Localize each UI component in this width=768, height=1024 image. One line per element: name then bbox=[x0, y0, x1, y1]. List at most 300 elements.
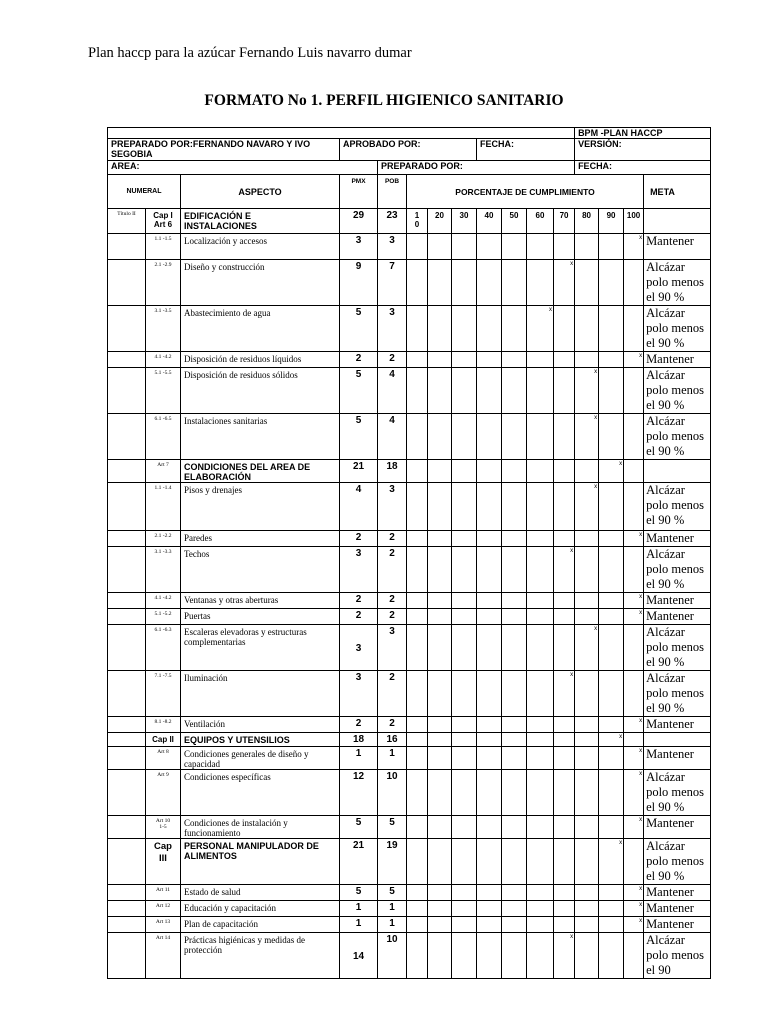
percent-cell bbox=[527, 306, 554, 352]
percent-cell bbox=[452, 460, 477, 483]
percent-cell bbox=[477, 483, 502, 531]
percent-cell bbox=[502, 901, 527, 917]
meta-cell: Mantener bbox=[644, 885, 711, 901]
percent-cell bbox=[407, 352, 428, 368]
percent-cell bbox=[554, 593, 575, 609]
pob-cell: 2 bbox=[378, 671, 407, 717]
pmx-cell: 2 bbox=[340, 717, 378, 733]
pob-cell: 3 bbox=[378, 625, 407, 671]
percent-cell bbox=[599, 609, 624, 625]
check-mark: x bbox=[570, 672, 574, 678]
numeral-a bbox=[108, 547, 146, 593]
percent-cell bbox=[428, 625, 452, 671]
percent-cell bbox=[407, 234, 428, 260]
percent-cell bbox=[477, 368, 502, 414]
numeral-b: 7.1 -7.5 bbox=[146, 671, 181, 717]
pmx-cell: 1 bbox=[340, 917, 378, 933]
percent-cell bbox=[575, 885, 599, 901]
percent-cell bbox=[527, 260, 554, 306]
pmx-cell: 5 bbox=[340, 414, 378, 460]
check-mark: x bbox=[639, 902, 643, 908]
percent-cell bbox=[624, 460, 644, 483]
table-row bbox=[108, 531, 711, 547]
meta-cell: Mantener bbox=[644, 531, 711, 547]
pob-cell: 1 bbox=[378, 901, 407, 917]
pob-cell: 7 bbox=[378, 260, 407, 306]
aspecto-cell: Disposición de residuos sólidos bbox=[181, 368, 340, 414]
numeral-header: NUMERAL bbox=[108, 175, 181, 209]
percent-cell bbox=[624, 531, 644, 547]
numeral-a bbox=[108, 717, 146, 733]
percent-cell bbox=[407, 609, 428, 625]
percent-cell bbox=[477, 770, 502, 816]
check-mark: x bbox=[639, 610, 643, 616]
table-row bbox=[108, 816, 711, 839]
percent-cell bbox=[407, 717, 428, 733]
percent-cell bbox=[477, 460, 502, 483]
percent-cell bbox=[624, 368, 644, 414]
numeral-b: 4.1 -4.2 bbox=[146, 593, 181, 609]
percent-cell bbox=[407, 306, 428, 352]
percent-cell bbox=[527, 625, 554, 671]
percent-cell bbox=[624, 770, 644, 816]
aspecto-cell: Plan de capacitación bbox=[181, 917, 340, 933]
percent-cell bbox=[428, 901, 452, 917]
meta-cell: Mantener bbox=[644, 816, 711, 839]
percent-cell bbox=[599, 747, 624, 770]
page-title: FORMATO No 1. PERFIL HIGIENICO SANITARIO bbox=[204, 92, 564, 109]
percent-cell bbox=[624, 593, 644, 609]
percent-label: 40 bbox=[477, 209, 502, 234]
percent-cell bbox=[477, 717, 502, 733]
percent-cell bbox=[624, 839, 644, 885]
percent-cell bbox=[452, 547, 477, 593]
percent-cell bbox=[624, 917, 644, 933]
check-mark: x bbox=[594, 415, 598, 421]
aspecto-cell: Puertas bbox=[181, 609, 340, 625]
percent-cell bbox=[477, 531, 502, 547]
numeral-a bbox=[108, 933, 146, 979]
percent-cell bbox=[527, 368, 554, 414]
percent-cell bbox=[599, 901, 624, 917]
check-mark: x bbox=[639, 886, 643, 892]
pmx-cell: 5 bbox=[340, 306, 378, 352]
percent-cell bbox=[527, 747, 554, 770]
percent-cell bbox=[428, 717, 452, 733]
percent-cell bbox=[502, 770, 527, 816]
percent-cell bbox=[477, 234, 502, 260]
percent-cell bbox=[502, 306, 527, 352]
percent-cell bbox=[575, 414, 599, 460]
numeral-a bbox=[108, 625, 146, 671]
check-mark: x bbox=[619, 840, 623, 846]
prepared-by-field: PREPARADO POR:FERNANDO NAVARO Y IVO SEGOBIA bbox=[108, 139, 340, 161]
numeral-a bbox=[108, 917, 146, 933]
pmx-cell: 12 bbox=[340, 770, 378, 816]
percent-cell bbox=[407, 260, 428, 306]
meta-header: META bbox=[644, 175, 711, 209]
percent-cell bbox=[477, 933, 502, 979]
percent-cell bbox=[575, 747, 599, 770]
percent-cell bbox=[527, 531, 554, 547]
aspecto-cell: PERSONAL MANIPULADOR DE ALIMENTOS bbox=[181, 839, 340, 885]
percent-cell bbox=[599, 547, 624, 593]
percent-cell bbox=[428, 933, 452, 979]
percent-label: 80 bbox=[575, 209, 599, 234]
percent-cell bbox=[599, 593, 624, 609]
aspecto-cell: Escaleras elevadoras y estructuras complementarias bbox=[181, 625, 340, 671]
percent-cell bbox=[599, 933, 624, 979]
percent-cell bbox=[554, 625, 575, 671]
percent-cell bbox=[428, 306, 452, 352]
pmx-cell: 4 bbox=[340, 483, 378, 531]
table-row bbox=[108, 483, 711, 531]
percent-cell bbox=[407, 671, 428, 717]
check-mark: x bbox=[639, 817, 643, 823]
pob-cell: 4 bbox=[378, 368, 407, 414]
percent-cell bbox=[428, 352, 452, 368]
numeral-a bbox=[108, 733, 146, 747]
aspecto-cell: EQUIPOS Y UTENSILIOS bbox=[181, 733, 340, 747]
meta-cell bbox=[644, 209, 711, 234]
percent-cell bbox=[575, 625, 599, 671]
pmx-cell: 3 bbox=[340, 671, 378, 717]
percent-cell bbox=[477, 917, 502, 933]
meta-cell: Alcázar polo menos el 90 % bbox=[644, 368, 711, 414]
meta-cell: Mantener bbox=[644, 234, 711, 260]
numeral-a bbox=[108, 414, 146, 460]
numeral-a bbox=[108, 671, 146, 717]
numeral-b: Cap II bbox=[146, 733, 181, 747]
aspecto-cell: Ventilación bbox=[181, 717, 340, 733]
percent-cell bbox=[452, 234, 477, 260]
percent-cell bbox=[575, 933, 599, 979]
meta-cell: Mantener bbox=[644, 609, 711, 625]
check-mark: x bbox=[639, 532, 643, 538]
aspecto-cell: Iluminación bbox=[181, 671, 340, 717]
percent-cell bbox=[477, 352, 502, 368]
percent-cell bbox=[407, 901, 428, 917]
percent-cell bbox=[502, 671, 527, 717]
meta-cell: Alcázar polo menos el 90 % bbox=[644, 671, 711, 717]
table-row bbox=[108, 260, 711, 306]
percent-cell bbox=[407, 625, 428, 671]
percent-cell bbox=[502, 717, 527, 733]
percent-cell bbox=[527, 770, 554, 816]
percent-cell bbox=[599, 414, 624, 460]
percent-cell bbox=[575, 306, 599, 352]
percent-cell bbox=[502, 460, 527, 483]
pmx-cell: 3 bbox=[340, 625, 378, 671]
table-row bbox=[108, 671, 711, 717]
numeral-a bbox=[108, 483, 146, 531]
percent-label: 70 bbox=[554, 209, 575, 234]
percent-cell bbox=[452, 671, 477, 717]
aspecto-cell: Ventanas y otras aberturas bbox=[181, 593, 340, 609]
percent-cell bbox=[502, 733, 527, 747]
percent-cell bbox=[575, 609, 599, 625]
percent-label: 1 0 bbox=[407, 209, 428, 234]
check-mark: x bbox=[639, 771, 643, 777]
meta-cell bbox=[644, 733, 711, 747]
check-mark: x bbox=[594, 369, 598, 375]
percent-cell bbox=[428, 917, 452, 933]
date-field-2: FECHA: bbox=[575, 161, 711, 175]
percent-label: 30 bbox=[452, 209, 477, 234]
meta-cell: Mantener bbox=[644, 593, 711, 609]
percent-cell bbox=[477, 839, 502, 885]
percent-cell bbox=[477, 625, 502, 671]
percent-cell bbox=[407, 531, 428, 547]
meta-cell: Mantener bbox=[644, 917, 711, 933]
percent-cell bbox=[428, 531, 452, 547]
aspecto-cell: Diseño y construcción bbox=[181, 260, 340, 306]
pob-cell: 1 bbox=[378, 747, 407, 770]
meta-cell: Mantener bbox=[644, 747, 711, 770]
aspecto-cell: Condiciones generales de diseño y capacidad bbox=[181, 747, 340, 770]
percent-cell bbox=[502, 531, 527, 547]
pob-cell: 2 bbox=[378, 717, 407, 733]
percent-cell bbox=[502, 747, 527, 770]
percent-cell bbox=[428, 885, 452, 901]
percent-label: 50 bbox=[502, 209, 527, 234]
pmx-cell: 3 bbox=[340, 547, 378, 593]
percent-cell bbox=[407, 933, 428, 979]
pmx-cell: 2 bbox=[340, 352, 378, 368]
percent-cell bbox=[527, 733, 554, 747]
percent-cell bbox=[527, 917, 554, 933]
numeral-a bbox=[108, 352, 146, 368]
percent-cell bbox=[502, 352, 527, 368]
percent-cell bbox=[502, 885, 527, 901]
percent-cell bbox=[599, 483, 624, 531]
check-mark: x bbox=[619, 734, 623, 740]
meta-cell: Alcázar polo menos el 90 % bbox=[644, 306, 711, 352]
percent-cell bbox=[554, 816, 575, 839]
aspecto-cell: Disposición de residuos líquidos bbox=[181, 352, 340, 368]
percent-cell bbox=[452, 352, 477, 368]
aspecto-cell: Condiciones específicas bbox=[181, 770, 340, 816]
numeral-a bbox=[108, 839, 146, 885]
percent-cell bbox=[452, 816, 477, 839]
numeral-b: 5.1 -5.2 bbox=[146, 609, 181, 625]
percent-cell bbox=[624, 352, 644, 368]
pob-cell: 2 bbox=[378, 593, 407, 609]
numeral-a bbox=[108, 593, 146, 609]
aspecto-cell: EDIFICACIÓN E INSTALACIONES bbox=[181, 209, 340, 234]
pmx-cell: 3 bbox=[340, 234, 378, 260]
pmx-cell: 5 bbox=[340, 368, 378, 414]
percent-cell bbox=[624, 885, 644, 901]
table-row bbox=[108, 901, 711, 917]
percent-cell bbox=[452, 625, 477, 671]
percent-cell bbox=[502, 917, 527, 933]
percent-cell bbox=[428, 593, 452, 609]
numeral-a bbox=[108, 609, 146, 625]
percent-cell bbox=[624, 547, 644, 593]
percent-cell bbox=[575, 816, 599, 839]
percent-cell bbox=[624, 234, 644, 260]
percent-cell bbox=[599, 234, 624, 260]
percent-cell bbox=[527, 816, 554, 839]
percent-cell bbox=[599, 733, 624, 747]
percent-cell bbox=[599, 260, 624, 306]
numeral-b: 4.1 -4.2 bbox=[146, 352, 181, 368]
percent-cell bbox=[554, 260, 575, 306]
percent-cell bbox=[452, 933, 477, 979]
pob-cell: 1 bbox=[378, 917, 407, 933]
percent-cell bbox=[554, 234, 575, 260]
percent-cell bbox=[624, 933, 644, 979]
percent-cell bbox=[554, 933, 575, 979]
percent-cell bbox=[554, 306, 575, 352]
aspecto-cell: Paredes bbox=[181, 531, 340, 547]
percent-cell bbox=[452, 593, 477, 609]
pob-cell: 2 bbox=[378, 531, 407, 547]
aspecto-header: ASPECTO bbox=[181, 175, 340, 209]
table-row bbox=[108, 625, 711, 671]
percent-cell bbox=[477, 816, 502, 839]
numeral-b: Art 14 bbox=[146, 933, 181, 979]
check-mark: x bbox=[549, 307, 552, 313]
numeral-a bbox=[108, 460, 146, 483]
meta-cell: Alcázar polo menos el 90 % bbox=[644, 625, 711, 671]
aspecto-cell: Techos bbox=[181, 547, 340, 593]
numeral-a bbox=[108, 747, 146, 770]
percent-cell bbox=[477, 901, 502, 917]
table-row bbox=[108, 770, 711, 816]
check-mark: x bbox=[570, 934, 574, 940]
percent-cell bbox=[575, 234, 599, 260]
pmx-cell: 9 bbox=[340, 260, 378, 306]
percent-cell bbox=[554, 917, 575, 933]
numeral-b: Art 9 bbox=[146, 770, 181, 816]
percent-cell bbox=[527, 717, 554, 733]
pmx-cell: 2 bbox=[340, 531, 378, 547]
pob-cell: 2 bbox=[378, 609, 407, 625]
pmx-cell: 29 bbox=[340, 209, 378, 234]
percent-cell bbox=[428, 747, 452, 770]
percent-cell bbox=[575, 593, 599, 609]
pmx-cell: 2 bbox=[340, 593, 378, 609]
percent-cell bbox=[527, 609, 554, 625]
pob-cell: 10 bbox=[378, 770, 407, 816]
percent-cell bbox=[554, 901, 575, 917]
percent-cell bbox=[575, 839, 599, 885]
aspecto-cell: Localización y accesos bbox=[181, 234, 340, 260]
numeral-b: Art 12 bbox=[146, 901, 181, 917]
pmx-cell: 21 bbox=[340, 839, 378, 885]
percent-cell bbox=[527, 593, 554, 609]
area-field: AREA: bbox=[108, 161, 378, 175]
percent-cell bbox=[428, 260, 452, 306]
percent-cell bbox=[452, 483, 477, 531]
pob-cell: 3 bbox=[378, 306, 407, 352]
meta-cell: Alcázar polo menos el 90 % bbox=[644, 770, 711, 816]
table-row bbox=[108, 917, 711, 933]
aspecto-cell: CONDICIONES DEL AREA DE ELABORACIÓN bbox=[181, 460, 340, 483]
percent-cell bbox=[554, 885, 575, 901]
numeral-b: 5.1 -5.5 bbox=[146, 368, 181, 414]
pob-cell: 19 bbox=[378, 839, 407, 885]
percent-cell bbox=[575, 460, 599, 483]
pmx-cell: 5 bbox=[340, 816, 378, 839]
numeral-b: Art 11 bbox=[146, 885, 181, 901]
percent-cell bbox=[527, 933, 554, 979]
percent-cell bbox=[624, 671, 644, 717]
check-mark: x bbox=[639, 235, 643, 241]
percent-cell bbox=[575, 531, 599, 547]
percent-cell bbox=[575, 368, 599, 414]
percent-cell bbox=[599, 352, 624, 368]
percent-cell bbox=[624, 306, 644, 352]
percent-cell bbox=[624, 733, 644, 747]
percent-cell bbox=[527, 414, 554, 460]
percent-cell bbox=[452, 717, 477, 733]
percent-cell bbox=[502, 260, 527, 306]
percent-cell bbox=[428, 234, 452, 260]
percent-cell bbox=[554, 460, 575, 483]
aspecto-cell: Condiciones de instalación y funcionamiento bbox=[181, 816, 340, 839]
percent-cell bbox=[502, 816, 527, 839]
table-row bbox=[108, 747, 711, 770]
table-row bbox=[108, 609, 711, 625]
table-row bbox=[108, 885, 711, 901]
numeral-a bbox=[108, 901, 146, 917]
meta-cell: Alcázar polo menos el 90 % bbox=[644, 414, 711, 460]
pob-header: POB bbox=[378, 175, 407, 209]
percent-cell bbox=[575, 547, 599, 593]
meta-cell: Alcázar polo menos el 90 % bbox=[644, 839, 711, 885]
numeral-b: Cap I Art 6 bbox=[146, 209, 181, 234]
numeral-a bbox=[108, 368, 146, 414]
document-header: Plan haccp para la azúcar Fernando Luis navarro dumar bbox=[88, 45, 412, 61]
numeral-b: 2.1 -2.2 bbox=[146, 531, 181, 547]
percent-cell bbox=[407, 368, 428, 414]
numeral-b: 6.1 -6.5 bbox=[146, 414, 181, 460]
percent-cell bbox=[428, 770, 452, 816]
percent-cell bbox=[407, 747, 428, 770]
percent-cell bbox=[428, 839, 452, 885]
check-mark: x bbox=[594, 626, 598, 632]
numeral-a bbox=[108, 234, 146, 260]
pob-cell: 16 bbox=[378, 733, 407, 747]
percent-cell bbox=[407, 733, 428, 747]
percent-cell bbox=[575, 260, 599, 306]
percent-cell bbox=[527, 460, 554, 483]
percent-cell bbox=[527, 901, 554, 917]
numeral-a bbox=[108, 885, 146, 901]
percent-cell bbox=[575, 352, 599, 368]
percent-cell bbox=[428, 609, 452, 625]
pob-cell: 4 bbox=[378, 414, 407, 460]
pob-cell: 5 bbox=[378, 816, 407, 839]
hygiene-profile-table bbox=[107, 127, 711, 979]
percent-cell bbox=[452, 306, 477, 352]
percent-cell bbox=[599, 306, 624, 352]
percent-cell bbox=[599, 917, 624, 933]
aspecto-cell: Educación y capacitación bbox=[181, 901, 340, 917]
percent-cell bbox=[554, 839, 575, 885]
percent-label: 90 bbox=[599, 209, 624, 234]
numeral-b: 6.1 -6.3 bbox=[146, 625, 181, 671]
percent-cell bbox=[624, 609, 644, 625]
numeral-b: 3.1 -3.5 bbox=[146, 306, 181, 352]
table-row bbox=[108, 717, 711, 733]
aspecto-cell: Instalaciones sanitarias bbox=[181, 414, 340, 460]
percent-cell bbox=[575, 483, 599, 531]
table-row bbox=[108, 733, 711, 747]
